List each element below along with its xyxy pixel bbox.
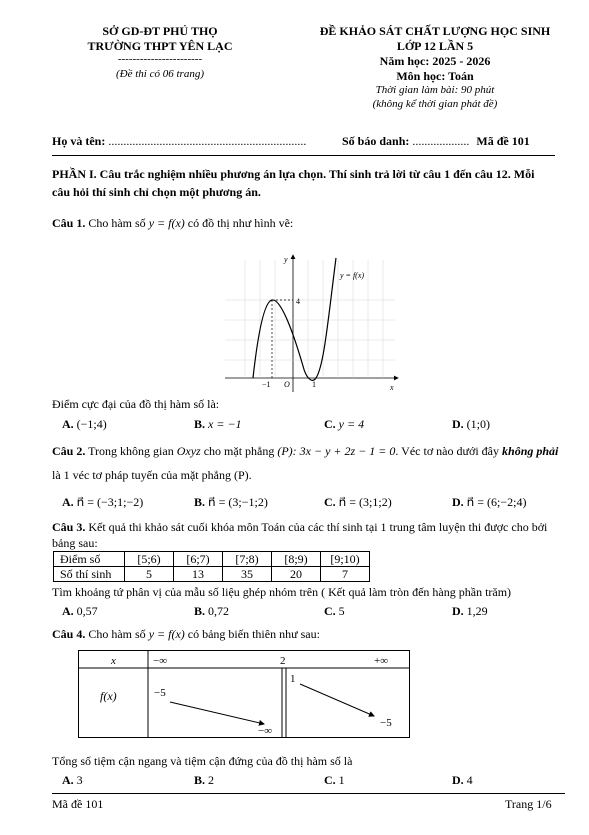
table-cell: [8;9) <box>272 552 321 567</box>
tick-1: 1 <box>312 380 316 389</box>
vt-neg-inf-bottom: −∞ <box>258 725 273 737</box>
table-cell: [7;8) <box>223 552 272 567</box>
grade-label: LỚP 12 LẦN 5 <box>396 39 474 53</box>
vt-f-label: f(x) <box>100 689 117 703</box>
q3-text-a: Kết quả thi khảo sát cuối khóa môn Toán của các thí sinh tại 1 trung tâm luyện thi được cho bởi <box>85 520 548 534</box>
vt-arrow-left <box>170 702 264 724</box>
vt-x-label: x <box>111 655 116 667</box>
vt-arrow-right <box>300 684 374 716</box>
vt-pos-inf: +∞ <box>374 655 389 667</box>
q2-answer-c[interactable]: C. n⃗ = (3;1;2) <box>324 495 392 509</box>
question-2 <box>52 444 558 459</box>
table-cell: [5;6) <box>125 552 174 567</box>
student-name-field <box>52 134 306 149</box>
q4-variation-table <box>78 650 410 738</box>
school-year: Năm học: 2025 - 2026 <box>379 54 491 68</box>
duration: Thời gian làm bài: 90 phút <box>375 84 495 96</box>
q4-text-b: có bảng biến thiên như sau: <box>184 627 320 641</box>
q2-answer-b[interactable]: B. n⃗ = (3;−1;2) <box>194 495 268 509</box>
table-cell: 35 <box>223 567 272 582</box>
page-count-note: (Đề thi có 06 trang) <box>116 68 204 80</box>
exam-code: Mã đề 101 <box>476 134 530 148</box>
q3-question: Tìm khoảng tứ phân vị của mẫu số liệu ghép nhóm trên ( Kết quả làm tròn đến hàng phần trăm) <box>52 585 512 599</box>
table-head-count: Số thí sinh <box>54 567 125 582</box>
q4-question: Tổng số tiệm cận ngang và tiệm cận đứng của đồ thị hàm số là <box>52 754 353 768</box>
q4-text-a: Cho hàm số <box>85 627 149 641</box>
q1-text-a: Cho hàm số <box>85 216 149 230</box>
q2-answer-d[interactable]: D. n⃗ = (6;−2;4) <box>452 495 527 509</box>
q2-plane: (P): 3x − y + 2z − 1 = 0 <box>277 444 396 458</box>
student-id-field <box>342 134 530 149</box>
q1-answer-b[interactable]: B. x = −1 <box>194 417 242 431</box>
vt-neg-inf: −∞ <box>153 655 168 667</box>
q2-emph: không phải <box>502 444 559 458</box>
tick-minus1: −1 <box>262 380 271 389</box>
y-axis-label: y <box>284 255 288 264</box>
q3-text-b: bảng sau: <box>52 536 98 550</box>
q1-formula: y = f(x) <box>148 216 185 230</box>
vt-minus5-left: −5 <box>154 687 166 699</box>
q1-answer-d[interactable]: D. (1;0) <box>452 417 490 431</box>
name-dots: .................................................................. <box>108 134 307 148</box>
sbd-label: Số báo danh: <box>342 134 413 148</box>
q3-answer-b[interactable]: B. 0,72 <box>194 604 230 618</box>
table-head-score: Điểm số <box>54 552 125 567</box>
table-cell: 20 <box>272 567 321 582</box>
table-cell: [9;10) <box>321 552 370 567</box>
vt-one: 1 <box>290 673 296 685</box>
table-cell: 7 <box>321 567 370 582</box>
department-name: SỞ GD-ĐT PHÚ THỌ <box>102 24 218 38</box>
part1-title: PHẦN I. Câu trắc nghiệm nhiều phương án lựa chọn. Thí sinh trả lời từ câu 1 đến câu 12. Mỗi câu hỏi thí sinh chỉ chọn một phương án. <box>52 167 535 199</box>
q1-answer-c[interactable]: C. y = 4 <box>324 417 365 431</box>
q3-label: Câu 3. <box>52 520 86 534</box>
q4-answer-b[interactable]: B. 2 <box>194 773 215 787</box>
x-axis-label: x <box>390 383 394 392</box>
name-label: Họ và tên: <box>52 134 109 148</box>
q4-answer-c[interactable]: C. 1 <box>324 773 345 787</box>
q4-label: Câu 4. <box>52 627 86 641</box>
q1-question: Điểm cực đại của đồ thị hàm số là: <box>52 397 220 411</box>
tick-origin: O <box>284 380 290 389</box>
footer-rule <box>52 793 565 794</box>
subject: Môn học: Toán <box>396 69 474 83</box>
question-4 <box>52 627 320 642</box>
curve-label: y = f(x) <box>340 271 365 280</box>
q2-label: Câu 2. <box>52 444 86 458</box>
footer-page: Trang 1/6 <box>505 797 552 811</box>
q3-data-table <box>53 551 370 582</box>
question-1 <box>52 216 293 231</box>
duration-note: (không kể thời gian phát đề) <box>372 98 498 110</box>
q3-answer-d[interactable]: D. 1,29 <box>452 604 488 618</box>
q2-space: Oxyz <box>176 444 201 458</box>
school-name: TRƯỜNG THPT YÊN LẠC <box>87 39 233 53</box>
q2-text-a: Trong không gian <box>85 444 177 458</box>
table-cell: 13 <box>174 567 223 582</box>
header-divider: ----------------------- <box>117 53 203 65</box>
q3-answer-a[interactable]: A. 0,57 <box>62 604 98 618</box>
q1-label: Câu 1. <box>52 216 86 230</box>
footer-code: Mã đề 101 <box>52 797 104 811</box>
q2-answer-a[interactable]: A. n⃗ = (−3;1;−2) <box>62 495 144 509</box>
table-row <box>54 567 370 582</box>
table-row <box>54 552 370 567</box>
q4-answer-d[interactable]: D. 4 <box>452 773 473 787</box>
table-cell: 5 <box>125 567 174 582</box>
q3-answer-c[interactable]: C. 5 <box>324 604 345 618</box>
exam-title: ĐỀ KHẢO SÁT CHẤT LƯỢNG HỌC SINH <box>319 24 551 38</box>
vt-two: 2 <box>280 655 286 667</box>
vt-minus5-right: −5 <box>380 717 392 729</box>
q1-text-b: có đồ thị như hình vẽ: <box>184 216 294 230</box>
sbd-dots: ................... <box>412 134 470 148</box>
q1-answer-a[interactable]: A. (−1;4) <box>62 417 107 431</box>
header-rule <box>52 155 555 156</box>
table-cell: [6;7) <box>174 552 223 567</box>
q2-text-b: cho mặt phẳng <box>200 444 278 458</box>
q2-text-c: . Véc tơ nào dưới đây <box>395 444 503 458</box>
tick-4: 4 <box>296 297 300 306</box>
function-curve <box>253 258 336 380</box>
question-3 <box>52 520 547 535</box>
q1-function-graph <box>220 250 410 395</box>
q4-formula: y = f(x) <box>148 627 185 641</box>
q4-answer-a[interactable]: A. 3 <box>62 773 83 787</box>
q2-line2: là 1 véc tơ pháp tuyến của mặt phẳng (P). <box>52 468 252 482</box>
